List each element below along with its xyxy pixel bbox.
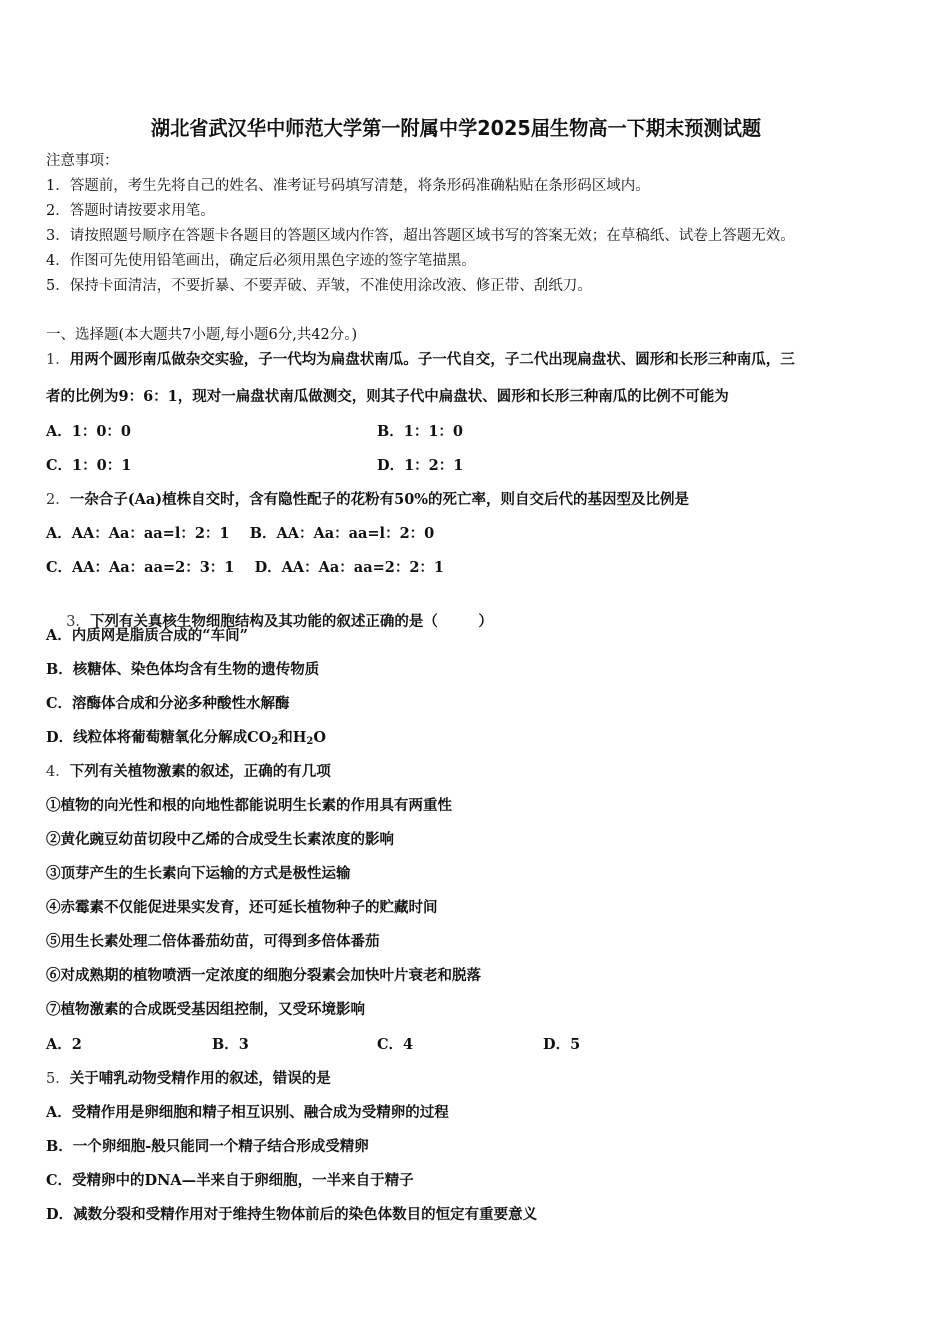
option-b: B．一个卵细胞-般只能同一个精子结合形成受精卵 bbox=[46, 1138, 369, 1155]
statement-item: ②黄化豌豆幼苗切段中乙烯的合成受生长素浓度的影响 bbox=[46, 831, 394, 848]
option-d: D．减数分裂和受精作用对于维持生物体前后的染色体数目的恒定有重要意义 bbox=[46, 1206, 538, 1223]
question-text: 下列有关植物激素的叙述，正确的有几项 bbox=[69, 763, 331, 780]
option-d-and: 和 bbox=[278, 729, 293, 746]
notice-item: 1．答题前，考生先将自己的姓名、准考证号码填写清楚，将条形码准确粘贴在条形码区域内。 bbox=[46, 178, 650, 194]
statement-item: ⑤用生长素处理二倍体番茄幼苗，可得到多倍体番茄 bbox=[46, 933, 380, 950]
statement-item: ⑥对成熟期的植物喷洒一定浓度的细胞分裂素会加快叶片衰老和脱落 bbox=[46, 967, 481, 984]
option-a: A．受精作用是卵细胞和精子相互识别、融合成为受精卵的过程 bbox=[46, 1104, 449, 1121]
section-heading: 一、选择题(本大题共7小题,每小题6分,共42分。) bbox=[46, 327, 358, 343]
question-number: 1． bbox=[46, 352, 70, 368]
formula-h2o: $H_2O$ bbox=[292, 729, 327, 747]
notice-item: 2．答题时请按要求用笔。 bbox=[46, 203, 215, 219]
question-number: 5． bbox=[46, 1071, 70, 1087]
option-c: C．溶酶体合成和分泌多种酸性水解酶 bbox=[46, 695, 290, 712]
question-1-cont: 者的比例为9：6：1，现对一扁盘状南瓜做测交，则其子代中扁盘状、圆形和长形三种南瓜的比例不可能为 bbox=[46, 388, 729, 405]
option-d: D．1：2：1 bbox=[377, 457, 464, 474]
options-cd: C．AA：Aa：aa=2：3：1 D．AA：Aa：aa=2：2：1 bbox=[46, 559, 445, 576]
notice-item: 4．作图可先使用铅笔画出，确定后必须用黑色字迹的签字笔描黑。 bbox=[46, 253, 476, 269]
option-c: C．1：0：1 bbox=[46, 457, 132, 474]
option-d-text: D．线粒体将葡萄糖氧化分解成 bbox=[46, 729, 248, 746]
statement-item: ④赤霉素不仅能促进果实发育，还可延长植物种子的贮藏时间 bbox=[46, 899, 438, 916]
option-b: B．核糖体、染色体均含有生物的遗传物质 bbox=[46, 661, 320, 678]
question-4 bbox=[46, 762, 331, 782]
notice-heading: 注意事项： bbox=[46, 153, 119, 169]
statement-item: ⑦植物激素的合成既受基因组控制，又受环境影响 bbox=[46, 1001, 365, 1018]
option-d: D．5 bbox=[543, 1036, 581, 1053]
page-title: 湖北省武汉华中师范大学第一附属中学2025届生物高一下期末预测试题 bbox=[150, 116, 762, 140]
options-ab: A．AA：Aa：aa=l：2：1 B．AA：Aa：aa=l：2：0 bbox=[46, 525, 435, 542]
question-1 bbox=[46, 350, 795, 370]
statement-item: ③顶芽产生的生长素向下运输的方式是极性运输 bbox=[46, 865, 351, 882]
statement-item: ①植物的向光性和根的向地性都能说明生长素的作用具有两重性 bbox=[46, 797, 452, 814]
question-number: 3． bbox=[66, 614, 90, 630]
notice-item: 3．请按照题号顺序在答题卡各题目的答题区域内作答，超出答题区域书写的答案无效；在草稿纸、试卷上答题无效。 bbox=[46, 228, 795, 244]
formula-co2: $CO_2$ bbox=[247, 729, 279, 747]
option-b: B．1：1：0 bbox=[377, 423, 464, 440]
option-b: B．3 bbox=[212, 1036, 249, 1053]
option-a: A．1：0：0 bbox=[46, 423, 132, 440]
question-number: 4． bbox=[46, 764, 70, 780]
question-text: 一杂合子(Aa)植株自交时，含有隐性配子的花粉有50%的死亡率，则自交后代的基因型及比例是 bbox=[69, 491, 690, 508]
question-text: 用两个圆形南瓜做杂交实验，子一代均为扁盘状南瓜。子一代自交，子二代出现扁盘状、圆形和长形三种南瓜，三 bbox=[69, 351, 795, 368]
question-text: 下列有关真核生物细胞结构及其功能的叙述正确的是（ ） bbox=[89, 613, 493, 630]
option-a: A．内质网是脂质合成的“车间” bbox=[46, 627, 248, 644]
option-c: C．受精卵中的DNA—半来自于卵细胞，一半来自于精子 bbox=[46, 1172, 414, 1189]
question-number: 2． bbox=[46, 492, 70, 508]
option-d bbox=[46, 728, 326, 752]
question-text: 关于哺乳动物受精作用的叙述，错误的是 bbox=[69, 1070, 331, 1087]
option-c: C．4 bbox=[377, 1036, 414, 1053]
question-2 bbox=[46, 490, 689, 510]
notice-item: 5．保持卡面清洁，不要折暴、不要弄破、弄皱，不准使用涂改液、修正带、刮纸刀。 bbox=[46, 278, 592, 294]
option-a: A．2 bbox=[46, 1036, 82, 1053]
question-5 bbox=[46, 1069, 331, 1089]
